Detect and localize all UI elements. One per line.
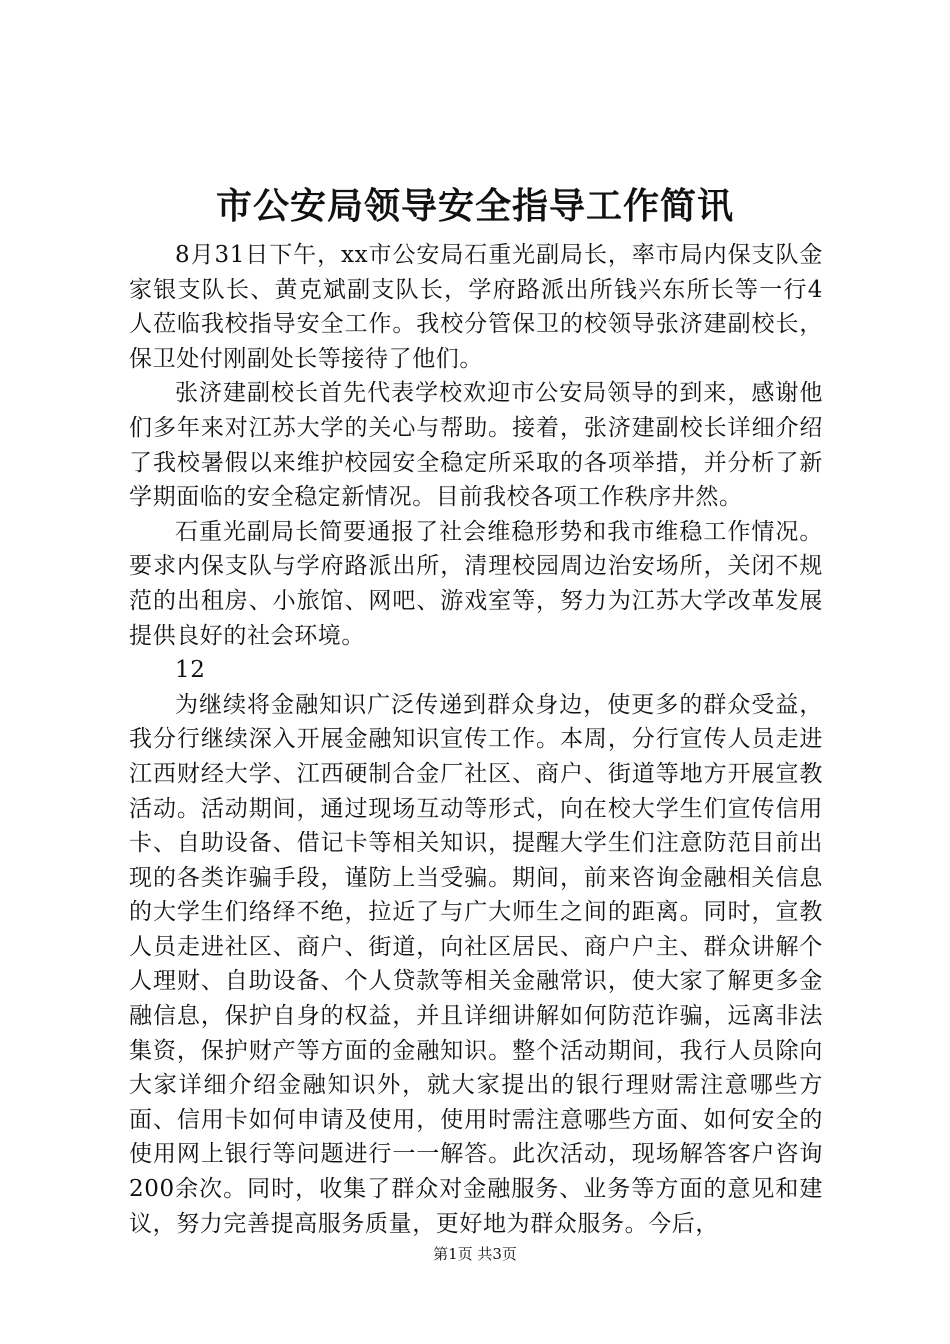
page-footer: 第1页 共3页 [433, 1245, 517, 1263]
paragraph-1: 8月31日下午，xx市公安局石重光副局长，率市局内保支队金家银支队长、黄克斌副支队长，学府路派出所钱兴东所长等一行4人莅临我校指导安全工作。我校分管保卫的校领导张济建副校长，保卫处付刚副处长等接待了他们。 [129, 242, 823, 372]
paragraph-number: 12 [175, 657, 206, 684]
paragraph-3: 石重光副局长简要通报了社会维稳形势和我市维稳工作情况。要求内保支队与学府路派出所，清理校园周边治安场所，关闭不规范的出租房、小旅馆、网吧、游戏室等，努力为江苏大学改革发展提供良好的社会环境。 [129, 518, 823, 649]
document-title: 市公安局领导安全指导工作简讯 [215, 186, 734, 227]
document-body [129, 238, 823, 1241]
paragraph-4: 为继续将金融知识广泛传递到群众身边，使更多的群众受益，我分行继续深入开展金融知识宣传工作。本周，分行宣传人员走进江西财经大学、江西硬制合金厂社区、商户、街道等地方开展宣教活动。活动期间，通过现场互动等形式，向在校大学生们宣传信用卡、自助设备、借记卡等相关知识，提醒大学生们注意防范目前出现的各类诈骗手段，谨防上当受骗。期间，前来咨询金融相关信息的大学生们络绎不绝，拉近了与广大师生之间的距离。同时，宣教人员走进社区、商户、街道，向社区居民、商户户主、群众讲解个人理财、自助设备、个人贷款等相关金融常识，使大家了解更多金融信息，保护自身的权益，并且详细讲解如何防范诈骗，远离非法集资，保护财产等方面的金融知识。整个活动期间，我行人员除向大家详细介绍金融知识外，就大家提出的银行理财需注意哪些方面、信用卡如何申请及使用，使用时需注意哪些方面、如何安全的使用网上银行等问题进行一一解答。此次活动，现场解答客户咨询200余次。同时，收集了群众对金融服务、业务等方面的意见和建议，努力完善提高服务质量，更好地为群众服务。今后， [129, 691, 823, 1237]
paragraph-2: 张济建副校长首先代表学校欢迎市公安局领导的到来，感谢他们多年来对江苏大学的关心与帮助。接着，张济建副校长详细介绍了我校暑假以来维护校园安全稳定所采取的各项举措，并分析了新学期面临的安全稳定新情况。目前我校各项工作秩序井然。 [129, 380, 823, 511]
